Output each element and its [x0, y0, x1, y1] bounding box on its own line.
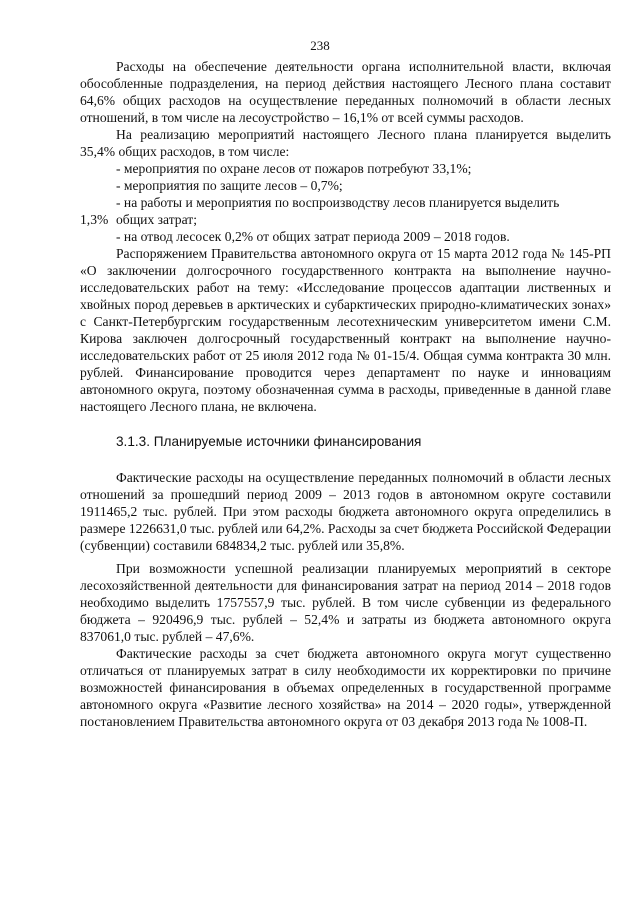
- reproduction-text: общих затрат;: [116, 212, 198, 227]
- document-body: [80, 58, 611, 730]
- paragraph-planned-financing: При возможности успешной реализации планируемых мероприятий в секторе лесохозяйственной деятельности для финансирования затрат на период 2014 – 2018 годов необходимо выделить 1757557,9 тыс. рублей. В том числе субвенции из федерального бюджета – 920496,9 тыс. рублей – 52,4% и затраты из бюджета автономного округа 837061,0 тыс. рублей – 47,6%.: [80, 561, 611, 644]
- section-heading: 3.1.3. Планируемые источники финансирования: [116, 434, 422, 449]
- list-item-reproduction-continued: [80, 211, 611, 228]
- paragraph-measures-share: На реализацию мероприятий настоящего Лесного плана планируется выделить 35,4% общих расходов, в том числе:: [80, 127, 611, 159]
- paragraph-contract: Распоряжением Правительства автономного округа от 15 марта 2012 года № 145-РП «О заключении долгосрочного государственного контракта на выполнение научно-исследовательских работ на тему: «Исследование процессов адаптации лиственных и хвойных пород деревьев в арктических и субарктических природно-климатических зонах» с Санкт-Петербургским государственным лесотехническим университетом имени С.М. Кирова заключен долгосрочный государственный контракт на выполнение научно-исследовательских работ от 25 июля 2012 года № 01-15/4. Общая сумма контракта 30 млн. рублей. Финансирование проводится через департамент по науке и инновациям автономного округа, поэтому обозначенная сумма в расходы, приведенные в данной главе настоящего Лесного плана, не включена.: [80, 246, 611, 414]
- list-item-fire-protection: - мероприятия по охране лесов от пожаров потребуют 33,1%;: [116, 161, 472, 176]
- reproduction-percent: 1,3%: [80, 212, 109, 227]
- paragraph-admin-expenses: Расходы на обеспечение деятельности органа исполнительной власти, включая обособленные подразделения, на период действия настоящего Лесного плана составит 64,6% общих расходов на осуществление переданных полномочий в области лесных отношений, в том числе на лесоустройство – 16,1% от всей суммы расходов.: [80, 59, 611, 125]
- list-item-reproduction: - на работы и мероприятия по воспроизводству лесов планируется выделить: [116, 195, 560, 210]
- list-item-allotment: - на отвод лесосек 0,2% от общих затрат периода 2009 – 2018 годов.: [116, 229, 510, 244]
- paragraph-actual-expenses: Фактические расходы на осуществление переданных полномочий в области лесных отношений за прошедший период 2009 – 2013 годов в автономном округе составили 1911465,2 тыс. рублей. При этом расходы бюджета автономного округа определились в размере 1226631,0 тыс. рублей или 64,2%. Расходы за счет бюджета Российской Федерации (субвенции) составили 684834,2 тыс. рублей или 35,8%.: [80, 470, 611, 553]
- paragraph-budget-deviation: Фактические расходы за счет бюджета автономного округа могут существенно отличаться от планируемых затрат в силу необходимости их корректировки по причине возможностей финансирования в объемах определенных в государственной программе автономного округа «Развитие лесного хозяйства» на 2014 – 2020 годы», утвержденной постановлением Правительства автономного округа от 03 декабря 2013 года № 1008-П.: [80, 646, 611, 729]
- list-item-forest-protection: - мероприятия по защите лесов – 0,7%;: [116, 178, 343, 193]
- page-number: 238: [310, 38, 330, 53]
